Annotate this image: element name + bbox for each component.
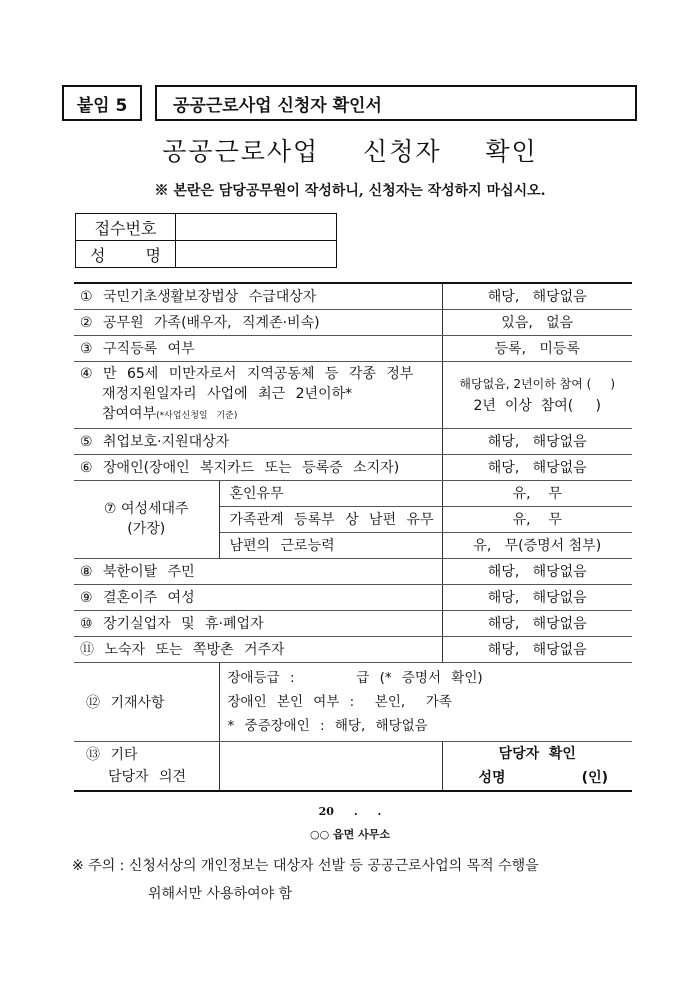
row-label-line-1: 만 65세 미만자로서 지역공동체 등 각종 정부 — [103, 365, 414, 382]
row-number: ⑫ — [86, 694, 100, 711]
caution-notice — [72, 852, 652, 908]
name-row — [76, 241, 337, 268]
name-label-char-1: 성 — [90, 245, 106, 265]
row-label — [74, 428, 442, 454]
row-label-line-3: 참여여부 — [102, 405, 157, 422]
row-answer[interactable]: 유, 무 — [442, 480, 632, 506]
row-number: ⑨ — [80, 590, 93, 606]
row-answer[interactable]: 해당, 해당없음 — [442, 584, 632, 610]
row7-group-label-2: (가장) — [127, 521, 166, 537]
row-label — [74, 584, 442, 610]
row-label-text: 장애인(장애인 복지카드 또는 등록증 소지자) — [103, 460, 400, 476]
row-number: ③ — [80, 341, 93, 357]
disability-self-line: 장애인 본인 여부 : 본인, 가족 — [227, 693, 452, 710]
row12-label — [74, 662, 219, 741]
row-answer[interactable]: 해당, 해당없음 — [442, 454, 632, 480]
receipt-number-label: 접수번호 — [76, 214, 176, 241]
row-answer[interactable]: 등록, 미등록 — [442, 335, 632, 361]
date-line — [0, 805, 700, 818]
row-label-text: 결혼이주 여성 — [103, 590, 195, 606]
name-label — [76, 241, 176, 268]
officer-opinion-field[interactable] — [219, 741, 442, 791]
row-label — [74, 454, 442, 480]
row-answer[interactable]: 있음, 없음 — [442, 309, 632, 335]
row-answer[interactable]: 해당, 해당없음 — [442, 428, 632, 454]
row-answer[interactable]: 해당, 해당없음 — [442, 558, 632, 584]
page-title: 공공근로사업 신청자 확인 — [162, 137, 538, 166]
row13-label-1: 기타 — [110, 746, 138, 763]
date-dot-day: . — [377, 805, 382, 818]
officer-signature[interactable] — [442, 741, 632, 791]
row-answer-line-1: 해당없음, 2년이하 참여 ( ) — [459, 376, 616, 391]
table-row — [74, 584, 632, 610]
row-label — [74, 335, 442, 361]
row-label — [74, 610, 442, 636]
row-answer[interactable]: 해당, 해당없음 — [442, 610, 632, 636]
name-field[interactable] — [176, 241, 337, 268]
table-row — [74, 283, 632, 309]
row7-group-label — [74, 480, 219, 558]
table-row — [74, 558, 632, 584]
caution-line-2: 위해서만 사용하여야 함 — [148, 886, 293, 902]
row-label-text: 취업보호·지원대상자 — [103, 434, 230, 450]
row-label — [74, 309, 442, 335]
row7-sub-label: 혼인유무 — [219, 480, 442, 506]
row-number: ⑩ — [80, 616, 93, 632]
row13-label-2: 담당자 의견 — [108, 768, 187, 785]
row7-sub-label: 가족관계 등록부 상 남편 유무 — [219, 506, 442, 532]
row-label — [74, 361, 442, 428]
row7-sub-label: 남편의 근로능력 — [219, 532, 442, 558]
row-answer-line-2: 2년 이상 참여( ) — [473, 397, 601, 414]
table-row — [74, 662, 632, 741]
row-number: ① — [80, 289, 93, 306]
row-label-text: 노숙자 또는 쪽방촌 거주자 — [104, 642, 285, 658]
row-number: ⑦ — [103, 501, 117, 517]
row-answer[interactable]: 유, 무 — [442, 506, 632, 532]
receipt-number-row — [76, 214, 337, 241]
row12-label-text: 기재사항 — [110, 694, 165, 711]
row-label — [74, 636, 442, 662]
row-label-text: 장기실업자 및 휴·폐업자 — [103, 616, 264, 632]
row-label-text: 공무원 가족(배우자, 직계존·비속) — [103, 315, 320, 331]
table-row — [74, 361, 632, 428]
attachment-tag — [62, 85, 142, 121]
officer-name-label: 성명 — [478, 769, 506, 786]
row-answer[interactable]: 해당, 해당없음 — [442, 636, 632, 662]
row-number: ② — [80, 315, 93, 331]
row-number: ⑥ — [80, 460, 93, 476]
eligibility-table — [74, 282, 632, 792]
officer-seal: (인) — [581, 769, 608, 786]
table-row — [74, 454, 632, 480]
office-name: ○○ 읍면 사무소 — [310, 828, 390, 841]
row-answer[interactable] — [442, 361, 632, 428]
row-label-text: 구직등록 여부 — [103, 341, 195, 357]
row-label-line-2: 재정지원일자리 사업에 최근 2년이하* — [102, 385, 353, 402]
row12-details[interactable] — [219, 662, 632, 741]
table-row — [74, 741, 632, 791]
registration-table — [75, 213, 337, 268]
officer-sign-title: 담당자 확인 — [498, 745, 576, 762]
table-row — [74, 309, 632, 335]
table-row — [74, 428, 632, 454]
row-label-note: (*사업신청일 기준) — [156, 410, 238, 421]
receipt-number-field[interactable] — [176, 214, 337, 241]
table-row — [74, 480, 632, 506]
form-name-text: 공공근로사업 신청자 확인서 — [173, 95, 382, 116]
row-number: ⑪ — [80, 642, 94, 658]
caution-line-1: ※ 주의 : 신청서상의 개인정보는 대상자 선발 등 공공근로사업의 목적 수행을 — [72, 858, 539, 874]
row-label-text: 북한이탈 주민 — [103, 564, 195, 580]
row-answer[interactable]: 유, 무(증명서 첨부) — [442, 532, 632, 558]
row13-label — [74, 741, 219, 791]
row-number: ⑤ — [80, 434, 93, 450]
name-label-char-2: 명 — [145, 245, 161, 265]
row7-group-label-1: 여성세대주 — [120, 501, 189, 517]
notice-text: ※ 본란은 담당공무원이 작성하니, 신청자는 작성하지 마십시오. — [154, 183, 546, 199]
form-name-box — [155, 85, 637, 121]
table-row — [74, 610, 632, 636]
row-number: ⑧ — [80, 564, 93, 580]
row-label — [74, 283, 442, 309]
date-year: 20 — [318, 805, 334, 818]
table-row — [74, 636, 632, 662]
attachment-tag-text: 붙임 5 — [76, 95, 128, 116]
table-row — [74, 335, 632, 361]
date-dot-month: . — [353, 805, 358, 818]
severe-disability-line: * 중증장애인 : 해당, 해당없음 — [227, 717, 428, 734]
row-number: ④ — [80, 365, 93, 382]
disability-grade-line: 장애등급 : 급 (* 증명서 확인) — [227, 669, 483, 686]
row-number: ⑬ — [86, 746, 100, 763]
row-label-text: 국민기초생활보장법상 수급대상자 — [103, 289, 317, 306]
row-answer[interactable]: 해당, 해당없음 — [442, 283, 632, 309]
row-label — [74, 558, 442, 584]
